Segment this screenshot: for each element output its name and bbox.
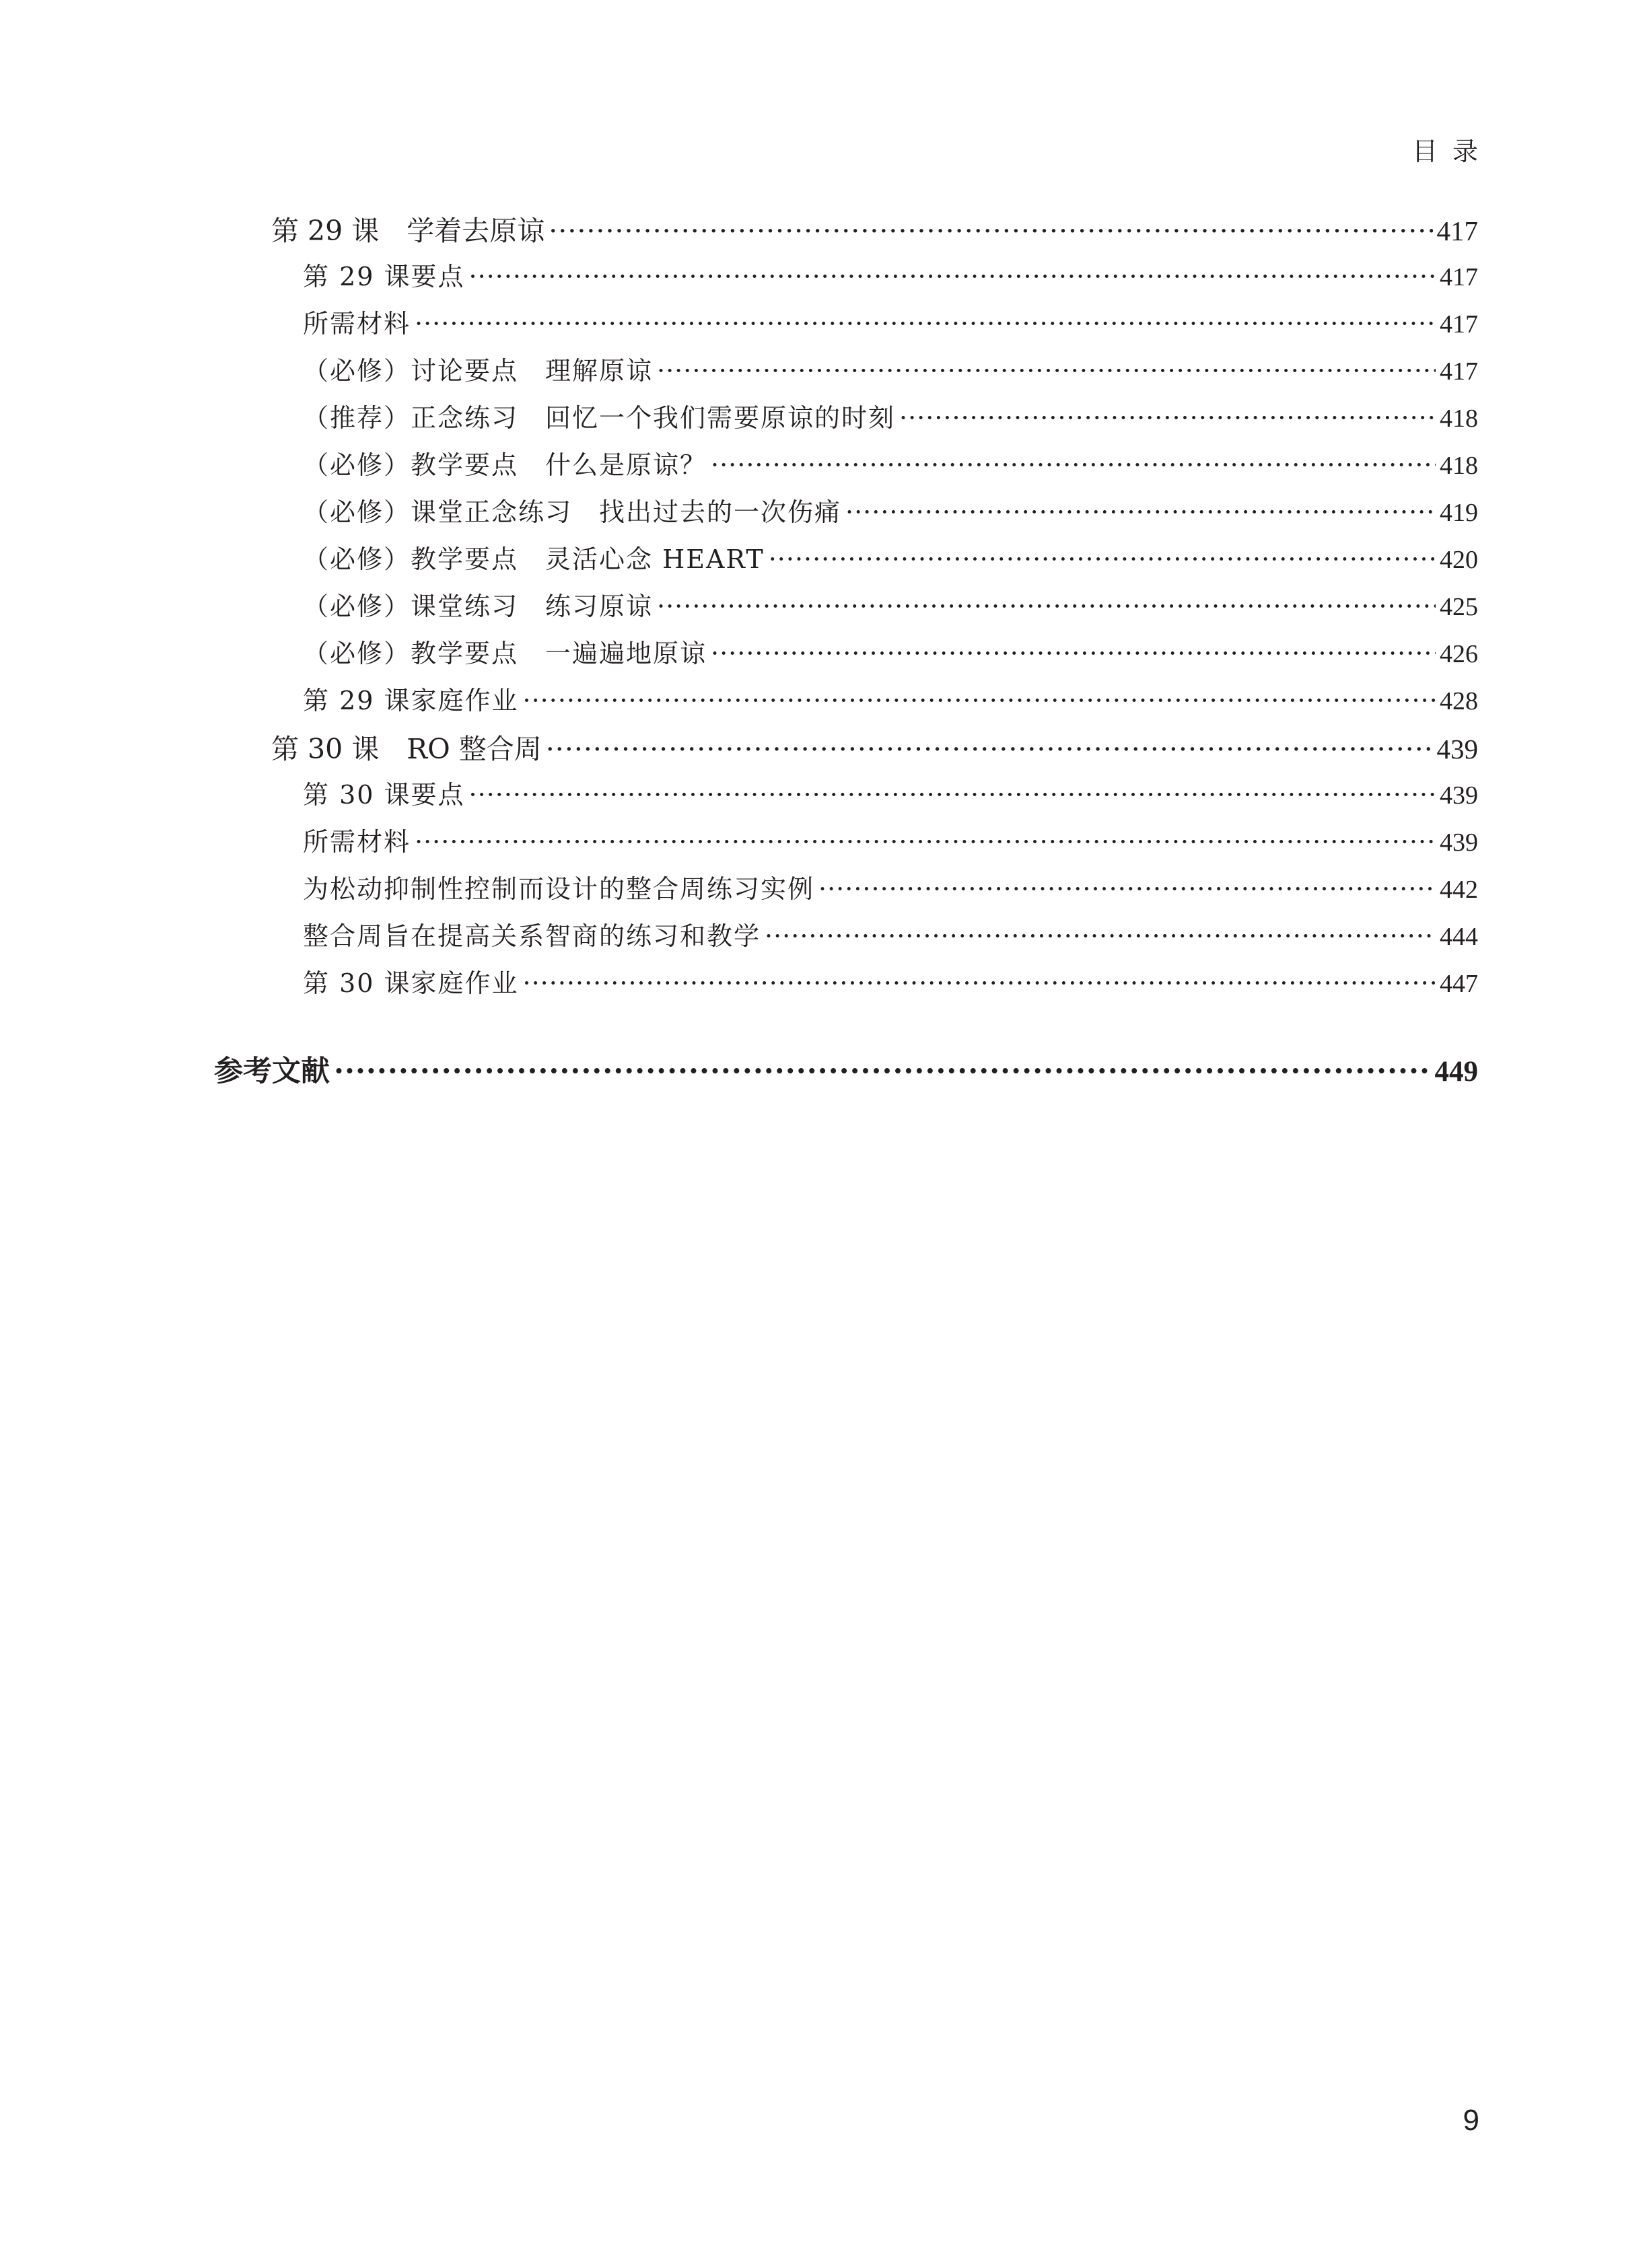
toc-entry-title: （必修）课堂正念练习 找出过去的一次伤痛 xyxy=(303,497,842,527)
toc-entry-page: 425 xyxy=(1440,593,1478,621)
dot-leader xyxy=(523,686,1436,715)
toc-entry-page: 417 xyxy=(1436,215,1478,246)
toc-entry-references[interactable] xyxy=(214,1049,1478,1092)
toc-entry-page: 426 xyxy=(1440,640,1478,668)
toc-entry[interactable] xyxy=(303,350,1478,390)
dot-leader xyxy=(711,639,1436,668)
toc-entry-title: 所需材料 xyxy=(303,309,411,339)
toc-entry-title: 为松动抑制性控制而设计的整合周练习实例 xyxy=(303,874,815,904)
toc-entry[interactable] xyxy=(303,868,1478,909)
toc-entry-page: 439 xyxy=(1436,734,1478,765)
toc-entry-page: 420 xyxy=(1440,546,1478,574)
toc-entry-title: （推荐）正念练习 回忆一个我们需要原谅的时刻 xyxy=(303,403,896,433)
toc-entry[interactable] xyxy=(303,491,1478,532)
dot-leader xyxy=(549,215,1432,247)
toc-entry-title: 所需材料 xyxy=(303,827,411,857)
toc-entry[interactable] xyxy=(303,821,1478,861)
toc-entry-title: （必修）教学要点 什么是原谅？ xyxy=(303,450,707,480)
toc-entry-page: 439 xyxy=(1440,828,1478,857)
toc-entry-title: 参考文献 xyxy=(214,1055,330,1088)
toc-entry[interactable] xyxy=(303,633,1478,673)
toc-entry[interactable] xyxy=(303,303,1478,343)
toc-entry-lesson-30[interactable] xyxy=(271,727,1478,767)
toc-entry-title: 第 29 课家庭作业 xyxy=(303,686,519,715)
toc-entry-title: （必修）讨论要点 理解原谅 xyxy=(303,356,654,386)
dot-leader xyxy=(711,450,1436,480)
toc-entry-page: 444 xyxy=(1440,923,1478,951)
toc-entry[interactable] xyxy=(303,962,1478,1003)
toc-entry-page: 439 xyxy=(1440,781,1478,810)
toc-entry[interactable] xyxy=(303,680,1478,720)
dot-leader xyxy=(415,827,1436,857)
toc-entry[interactable] xyxy=(303,256,1478,296)
toc-entry[interactable] xyxy=(303,915,1478,956)
running-header: 目录 xyxy=(1411,137,1493,166)
dot-leader xyxy=(657,592,1436,621)
dot-leader xyxy=(469,262,1436,291)
dot-leader xyxy=(523,968,1436,998)
toc-entry-page: 417 xyxy=(1440,357,1478,386)
toc-entry-title: 第 29 课 学着去原谅 xyxy=(271,215,545,247)
toc-entry[interactable] xyxy=(303,586,1478,626)
toc-entry-title: 第 30 课 RO 整合周 xyxy=(271,733,542,765)
toc-entry-page: 417 xyxy=(1440,263,1478,291)
toc-entry-title: （必修）教学要点 灵活心念 HEART xyxy=(303,544,765,574)
toc-entry-title: 第 30 课家庭作业 xyxy=(303,968,519,998)
dot-leader xyxy=(657,356,1436,386)
page-number: 9 xyxy=(1463,2104,1479,2137)
dot-leader xyxy=(546,733,1433,765)
dot-leader xyxy=(765,921,1436,951)
toc-entry-title: 第 29 课要点 xyxy=(303,262,465,291)
toc-entry-title: （必修）教学要点 一遍遍地原谅 xyxy=(303,639,707,668)
toc-entry[interactable] xyxy=(303,444,1478,485)
dot-leader xyxy=(334,1055,1431,1088)
dot-leader xyxy=(769,544,1436,574)
toc-entry-page: 417 xyxy=(1440,310,1478,339)
toc-entry[interactable] xyxy=(303,538,1478,579)
toc-entry[interactable] xyxy=(303,774,1478,814)
toc-entry-page: 428 xyxy=(1440,687,1478,715)
toc-entry-page: 449 xyxy=(1434,1056,1478,1088)
toc-entry-lesson-29[interactable] xyxy=(271,209,1478,249)
dot-leader xyxy=(469,780,1436,810)
toc-entry-page: 418 xyxy=(1440,452,1478,480)
dot-leader xyxy=(818,874,1436,904)
toc-entry[interactable] xyxy=(303,397,1478,437)
toc-entry-page: 442 xyxy=(1440,876,1478,904)
toc-entry-page: 447 xyxy=(1440,970,1478,998)
toc-entry-page: 419 xyxy=(1440,499,1478,527)
dot-leader xyxy=(899,403,1436,433)
toc-entry-title: 整合周旨在提高关系智商的练习和教学 xyxy=(303,921,761,951)
toc-entry-title: （必修）课堂练习 练习原谅 xyxy=(303,592,654,621)
dot-leader xyxy=(845,497,1436,527)
toc-entry-title: 第 30 课要点 xyxy=(303,780,465,810)
toc-entry-page: 418 xyxy=(1440,404,1478,433)
dot-leader xyxy=(415,309,1436,339)
